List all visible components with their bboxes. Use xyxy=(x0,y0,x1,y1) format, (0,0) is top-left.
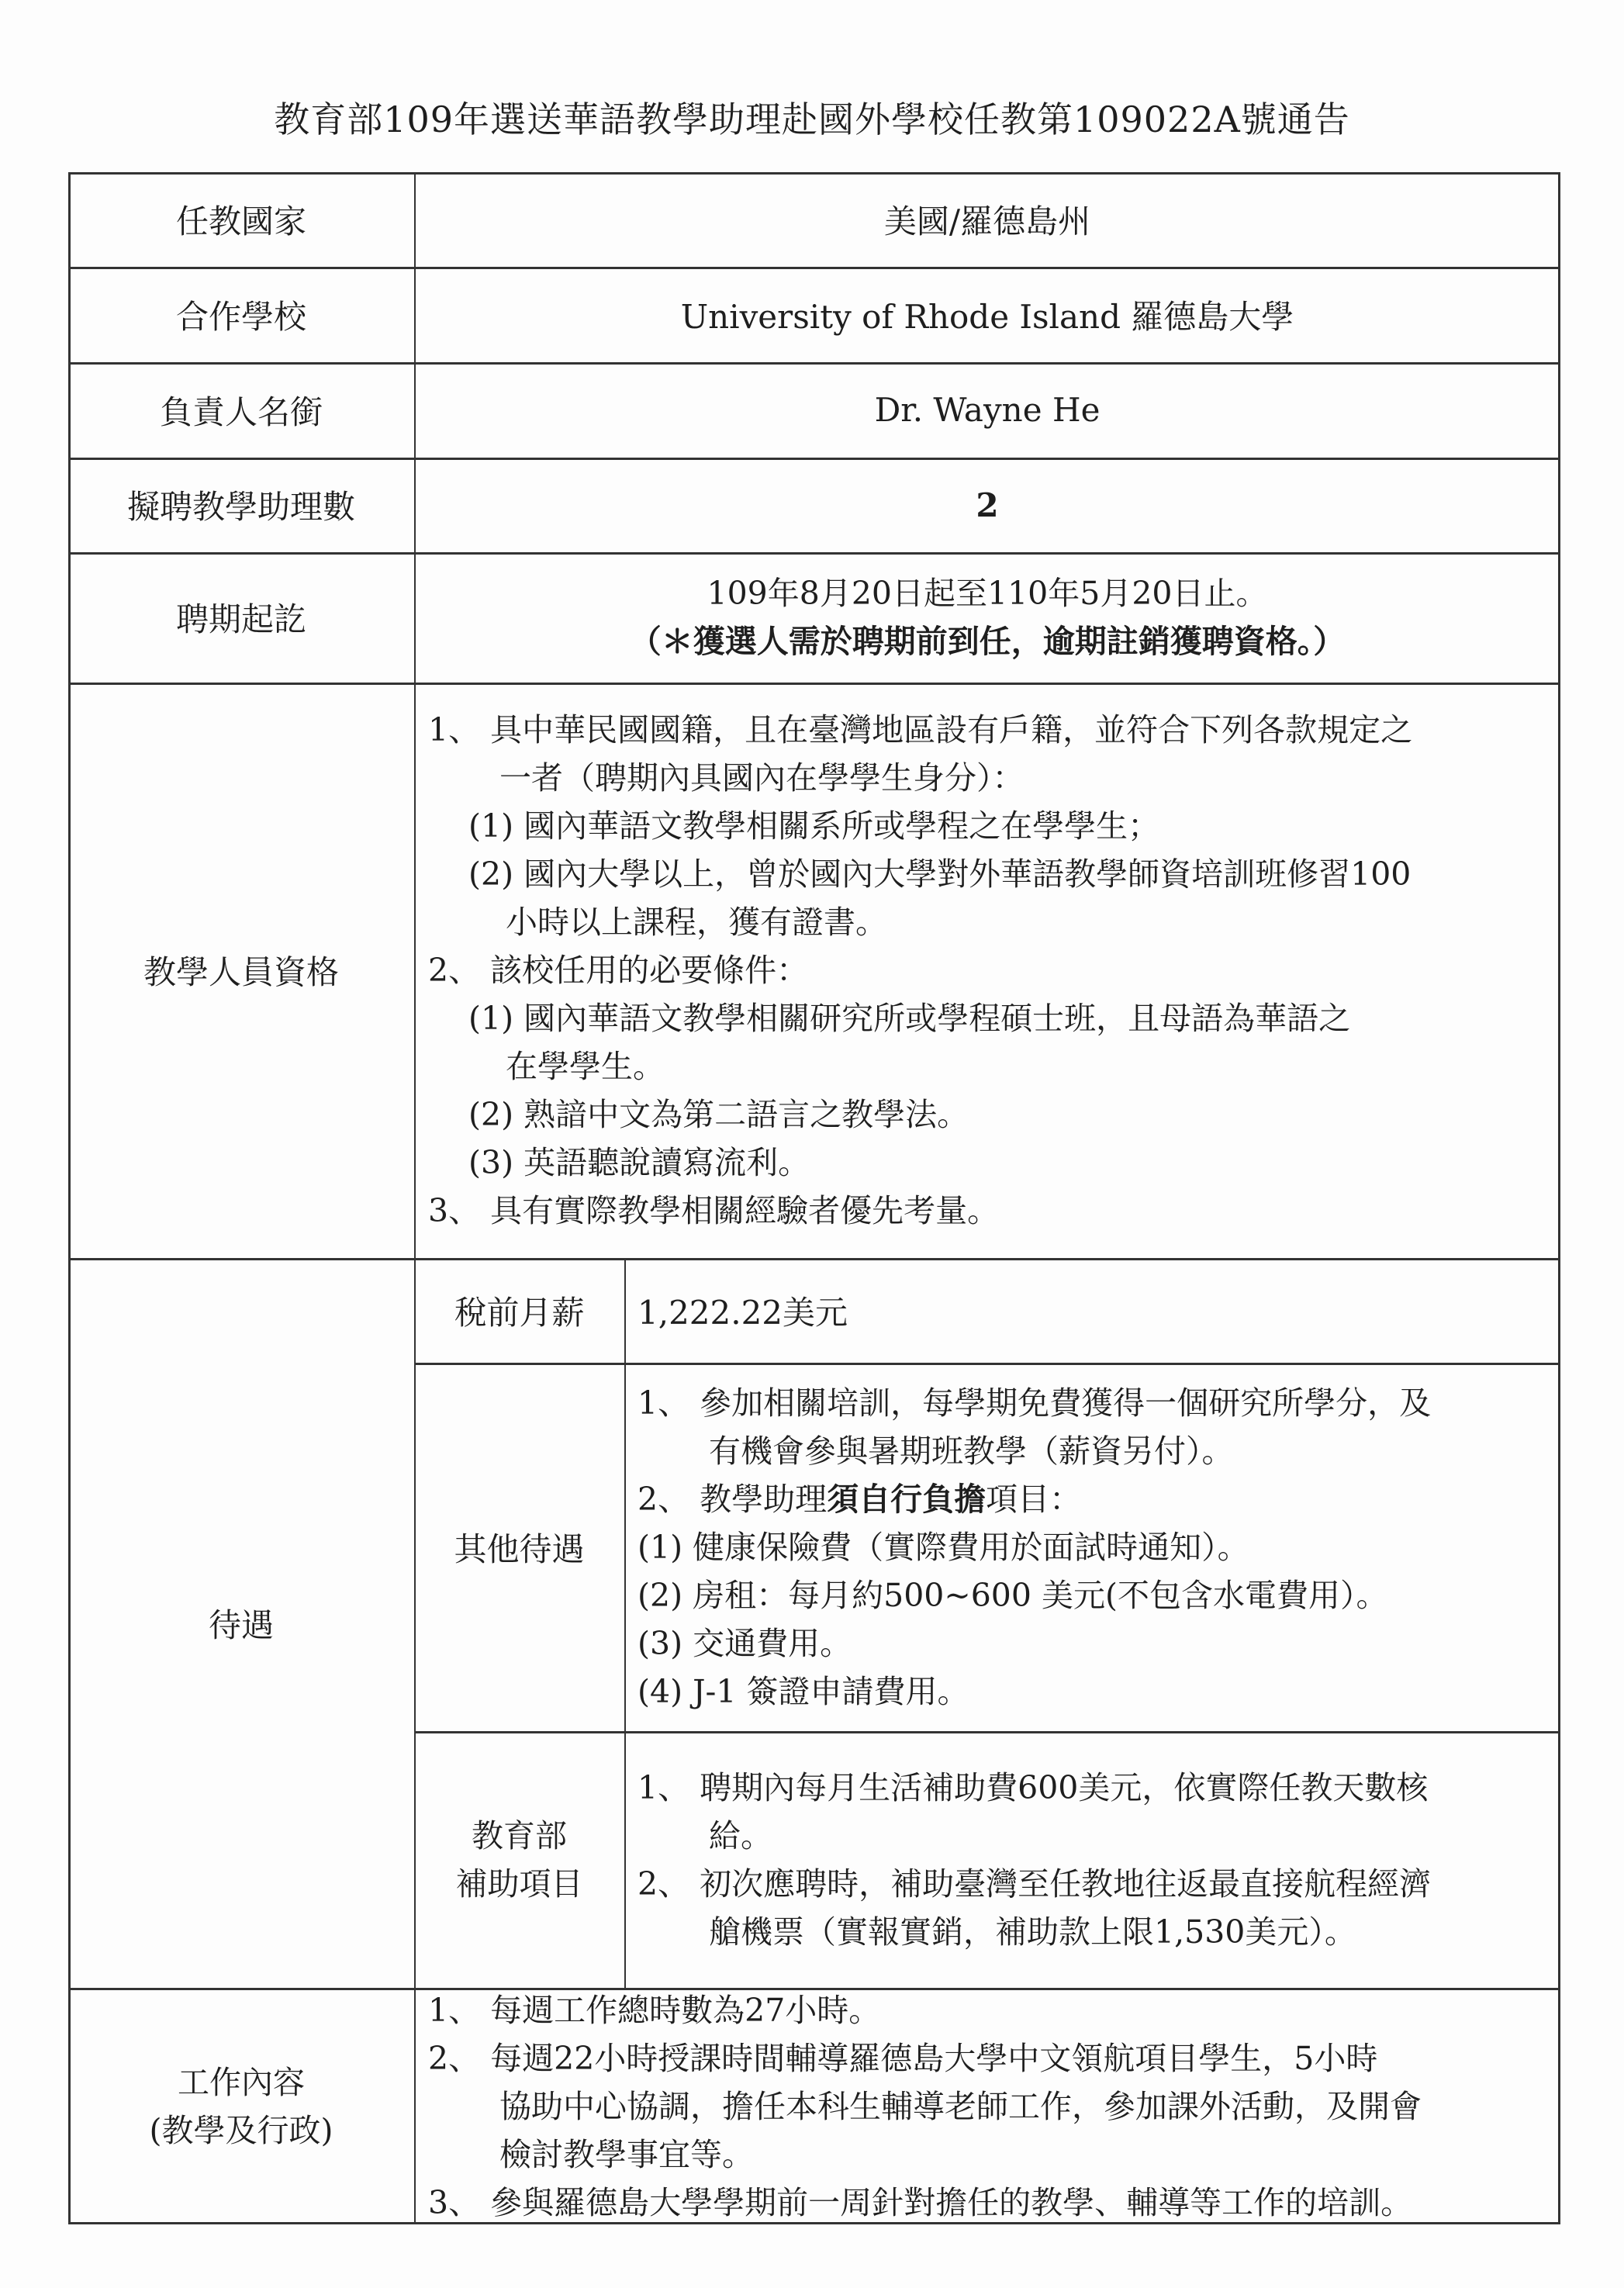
value-duties xyxy=(428,1988,1553,2224)
value-school: University of Rhode Island 羅德島大學 xyxy=(680,297,1294,336)
duty-line: 3、 參與羅德島大學學期前一周針對擔任的教學、輔導等工作的培訓。 xyxy=(428,2183,1413,2221)
label-qualifications: 教學人員資格 xyxy=(143,953,339,991)
label-duties xyxy=(68,1988,414,2224)
value-moe-subsidy xyxy=(638,1731,1553,1988)
self-paid-item: (2) 房租：每月約500~600 美元(不包含水電費用）。 xyxy=(638,1576,1388,1614)
duty-line: 協助中心協調，擔任本科生輔導老師工作，參加課外活動，及開會 xyxy=(499,2087,1422,2125)
label-period: 聘期起訖 xyxy=(175,600,306,638)
qualification-line: 1、 具中華民國國籍，且在臺灣地區設有戶籍，並符合下列各款規定之 xyxy=(428,711,1413,748)
qualification-line: 在學學生。 xyxy=(506,1048,665,1085)
qualification-line: (3) 英語聽說讀寫流利。 xyxy=(468,1144,810,1181)
other-benefit-line xyxy=(638,1475,1431,1523)
moe-label-line: 補助項目 xyxy=(455,1865,583,1903)
value-period xyxy=(414,552,1560,683)
label-moe-subsidy xyxy=(414,1731,624,1988)
qualification-line: 3、 具有實際教學相關經驗者優先考量。 xyxy=(428,1192,1000,1229)
moe-subsidy-line: 艙機票（實報實銷，補助款上限1,530美元）。 xyxy=(709,1913,1356,1951)
moe-subsidy-line: 給。 xyxy=(709,1816,772,1854)
qualification-line: (1) 國內華語文教學相關系所或學程之在學學生； xyxy=(468,807,1160,845)
other-benefit-line: 有機會參與暑期班教學（薪資另付）。 xyxy=(709,1432,1234,1470)
notice-title: 教育部109年選送華語教學助理赴國外學校任教第109022A號通告 xyxy=(274,99,1350,140)
qualification-line: (2) 國內大學以上，曾於國內大學對外華語教學師資培訓班修習100 xyxy=(468,855,1411,893)
qualification-line: 2、 該校任用的必要條件： xyxy=(428,952,809,989)
other-benefit-text: 2、 教學助理 xyxy=(638,1480,828,1518)
period-note: （＊獲選人需於聘期前到任，逾期註銷獲聘資格。） xyxy=(629,623,1346,660)
qualification-line: 一者（聘期內具國內在學學生身分）： xyxy=(499,759,1025,797)
label-school: 合作學校 xyxy=(175,297,306,336)
other-benefit-text: 項目： xyxy=(986,1480,1082,1518)
value-salary: 1,222.22美元 xyxy=(638,1293,848,1332)
qualification-line: 小時以上課程，獲有證書。 xyxy=(506,904,887,941)
value-qualifications xyxy=(428,683,1553,1258)
duty-line: 1、 每週工作總時數為27小時。 xyxy=(428,1991,881,2029)
moe-subsidy-line: 1、 聘期內每月生活補助費600美元，依實際任教天數核 xyxy=(638,1768,1429,1806)
self-paid-item: (1) 健康保險費（實際費用於面試時通知）。 xyxy=(638,1528,1249,1566)
self-paid-item: (3) 交通費用。 xyxy=(638,1624,852,1662)
moe-label-line: 教育部 xyxy=(472,1816,567,1854)
label-other-benefits: 其他待遇 xyxy=(454,1529,585,1568)
label-salary: 稅前月薪 xyxy=(454,1293,585,1332)
duty-line: 2、 每週22小時授課時間輔導羅德島大學中文領航項目學生，5小時 xyxy=(428,2039,1378,2077)
value-contact: Dr. Wayne He xyxy=(874,391,1101,429)
qualification-line: (1) 國內華語文教學相關研究所或學程碩士班，且母語為華語之 xyxy=(468,1000,1351,1037)
period-dates: 109年8月20日起至110年5月20日止。 xyxy=(707,575,1268,612)
value-count: 2 xyxy=(976,486,999,524)
value-country: 美國/羅德島州 xyxy=(883,202,1091,240)
label-country: 任教國家 xyxy=(175,202,306,240)
value-other-benefits xyxy=(638,1363,1553,1731)
label-count: 擬聘教學助理數 xyxy=(126,488,355,526)
other-benefit-line: 1、 參加相關培訓，每學期免費獲得一個研究所學分，及 xyxy=(638,1384,1432,1422)
label-contact: 負責人名銜 xyxy=(159,392,323,431)
label-benefits: 待遇 xyxy=(208,1605,274,1644)
duties-label-line: (教學及行政) xyxy=(149,2111,333,2149)
duties-label-line: 工作內容 xyxy=(178,2063,305,2101)
col-divider xyxy=(624,1258,626,1988)
self-paid-item: (4) J-1 簽證申請費用。 xyxy=(638,1672,969,1710)
moe-subsidy-line: 2、 初次應聘時，補助臺灣至任教地往返最直接航程經濟 xyxy=(638,1865,1432,1903)
qualification-line: (2) 熟諳中文為第二語言之教學法。 xyxy=(468,1096,969,1133)
other-benefit-emphasis: 須自行負擔 xyxy=(827,1480,986,1518)
duty-line: 檢討教學事宜等。 xyxy=(499,2135,754,2173)
